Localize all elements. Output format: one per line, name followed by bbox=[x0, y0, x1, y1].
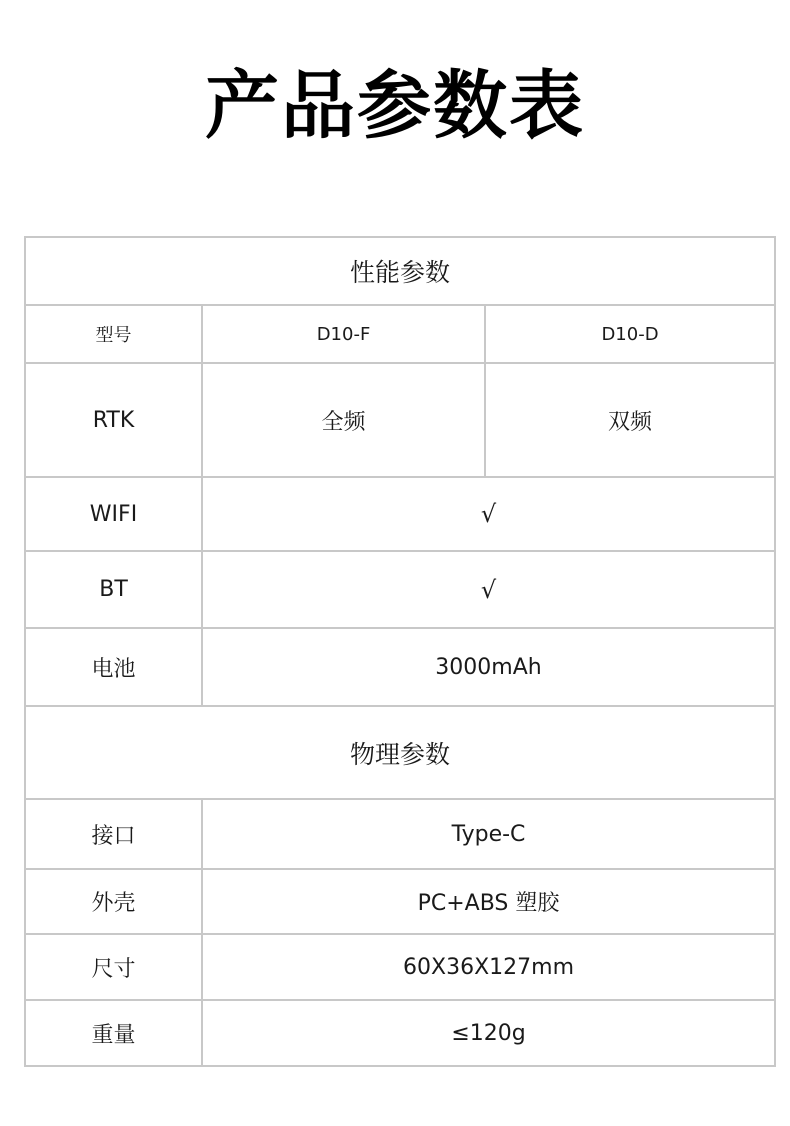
row-label-rtk: RTK bbox=[25, 363, 202, 477]
table-row-port bbox=[25, 799, 775, 869]
wifi-check-mark: √ bbox=[202, 477, 775, 551]
row-label-port: 接口 bbox=[25, 799, 202, 869]
row-label-shell: 外壳 bbox=[25, 869, 202, 934]
table-row-rtk bbox=[25, 363, 775, 477]
table-row-weight bbox=[25, 1000, 775, 1066]
table-row-model bbox=[25, 305, 775, 363]
model-f-cell: D10-F bbox=[202, 305, 485, 363]
section-header-performance: 性能参数 bbox=[25, 237, 775, 305]
rtk-d-cell: 双频 bbox=[485, 363, 775, 477]
section-row-physical bbox=[25, 706, 775, 799]
table-row-size bbox=[25, 934, 775, 1000]
spec-table bbox=[24, 236, 776, 1067]
row-label-size: 尺寸 bbox=[25, 934, 202, 1000]
row-label-wifi: WIFI bbox=[25, 477, 202, 551]
size-value: 60X36X127mm bbox=[202, 934, 775, 1000]
table-row-battery bbox=[25, 628, 775, 706]
battery-value: 3000mAh bbox=[202, 628, 775, 706]
row-label-weight: 重量 bbox=[25, 1000, 202, 1066]
page-title: 产品参数表 bbox=[205, 63, 585, 149]
table-row-bt bbox=[25, 551, 775, 628]
row-label-battery: 电池 bbox=[25, 628, 202, 706]
table-row-wifi bbox=[25, 477, 775, 551]
rtk-f-cell: 全频 bbox=[202, 363, 485, 477]
row-label-model: 型号 bbox=[25, 305, 202, 363]
row-label-bt: BT bbox=[25, 551, 202, 628]
weight-value: ≤120g bbox=[202, 1000, 775, 1066]
port-value: Type-C bbox=[202, 799, 775, 869]
section-row-performance bbox=[25, 237, 775, 305]
model-d-cell: D10-D bbox=[485, 305, 775, 363]
table-row-shell bbox=[25, 869, 775, 934]
shell-value: PC+ABS 塑胶 bbox=[202, 869, 775, 934]
section-header-physical: 物理参数 bbox=[25, 706, 775, 799]
bt-check-mark: √ bbox=[202, 551, 775, 628]
